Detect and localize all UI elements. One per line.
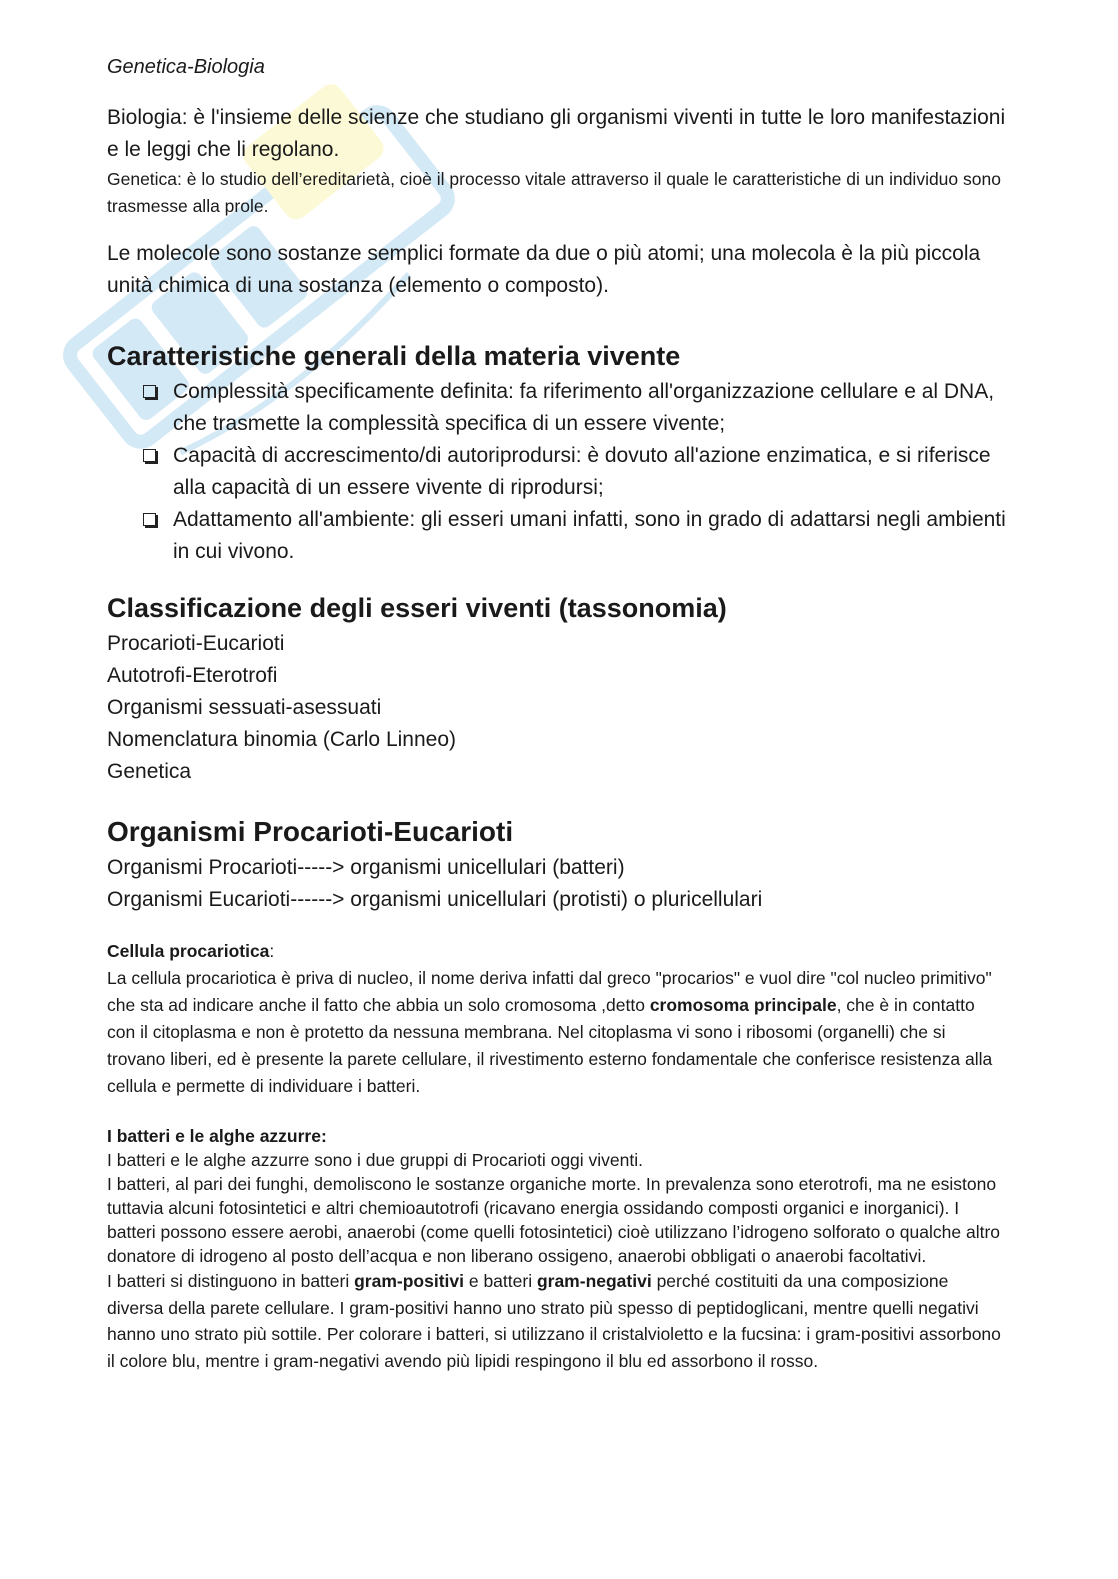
batteri-paragraph-3: I batteri si distinguono in batteri gram-positivi e batteri gram-negativi perché costituiti da una composizione diversa della parete cellulare. I gram-positivi hanno uno strato più spesso di peptidoglicani, mentre quelli negativi hanno uno strato più sottile. Per colorare i batteri, si utilizzano il cristalvioletto e la fucsina: i gram-positivi assorbono il colore blu, mentre i gram-negativi avendo più lipidi respingono il blu ed assorbono il rosso. [107,1271,1001,1371]
classification-line: Autotrofi-Eterotrofi [107,664,278,687]
molecole-definition: Le molecole sono sostanze semplici formate da due o più atomi; una molecola è la più piccola unità chimica di una sostanza (elemento o composto). [107,242,981,297]
section-heading-classificazione: Classificazione degli esseri viventi (tassonomia) [107,593,727,623]
checkbox-icon [143,385,156,398]
cellula-heading: Cellula procariotica [107,941,270,961]
cellula-heading-line: Cellula procariotica: [107,941,275,961]
batteri-paragraph-1: I batteri e le alghe azzurre sono i due gruppi di Procarioti oggi viventi. [107,1150,643,1170]
list-item: Adattamento all'ambiente: gli esseri umani infatti, sono in grado di adattarsi negli ambienti in cui vivono. [143,504,1007,568]
gram-negativi-term: gram-negativi [536,1271,652,1291]
gram-positivi-term: gram-positivi [354,1271,464,1291]
cellula-paragraph: La cellula procariotica è priva di nucleo, il nome deriva infatti dal greco "procarios" e vuol dire "col nucleo primitivo" che sta ad indicare anche il fatto che abbia un solo cromosoma ,detto cromosoma principale, che è in contatto con il citoplasma e non è protetto da nessuna membrana. Nel citoplasma vi sono i ribosomi (organelli) che si trovano liberi, ed è presente la parete cellulare, il rivestimento esterno fondamentale che conferisce resistenza alla cellula e permette di individuare i batteri. [107,968,993,1096]
batteri-heading: I batteri e le alghe azzurre: [107,1126,327,1146]
biologia-definition: Biologia: è l'insieme delle scienze che studiano gli organismi viventi in tutte le loro manifestazioni e le leggi che li regolano. [107,106,1006,161]
caratteristiche-list [107,376,1007,568]
section-heading-caratteristiche: Caratteristiche generali della materia vivente [107,341,681,371]
list-item: Capacità di accrescimento/di autoriprodursi: è dovuto all'azione enzimatica, e si riferisce alla capacità di un essere vivente di riprodursi; [143,440,1007,504]
checkbox-icon [143,513,156,526]
organismi-line: Organismi Eucarioti------> organismi unicellulari (protisti) o pluricellulari [107,888,763,911]
cromosoma-principale-term: cromosoma principale [649,995,837,1015]
genetica-definition: Genetica: è lo studio dell’ereditarietà, cioè il processo vitale attraverso il quale le caratteristiche di un individuo sono trasmesse alla prole. [107,169,1001,216]
classification-line: Genetica [107,760,192,783]
document-page [107,52,1007,1374]
document-title: Genetica-Biologia [107,56,265,78]
section-heading-organismi: Organismi Procarioti-Eucarioti [107,816,514,847]
classification-line: Procarioti-Eucarioti [107,632,285,655]
list-item: Complessità specificamente definita: fa riferimento all'organizzazione cellulare e al DNA, che trasmette la complessità specifica di un essere vivente; [143,376,1007,440]
checkbox-icon [143,449,156,462]
classification-line: Nomenclatura binomia (Carlo Linneo) [107,728,457,751]
classification-line: Organismi sessuati-asessuati [107,696,382,719]
organismi-line: Organismi Procarioti-----> organismi unicellulari (batteri) [107,856,625,879]
batteri-paragraph-2: I batteri, al pari dei funghi, demoliscono le sostanze organiche morte. In prevalenza sono eterotrofi, ma ne esistono tuttavia alcuni fotosintetici e altri chemioautotrofi (ricavano energia ossidando composti organici e inorganici). I batteri possono essere aerobi, anaerobi (come quelli fotosintetici) cioè utilizzano l’idrogeno solforato o qualche altro donatore di idrogeno al posto dell’acqua e non liberano ossigeno, anaerobi obbligati o anaerobi facoltativi. [107,1174,1001,1266]
